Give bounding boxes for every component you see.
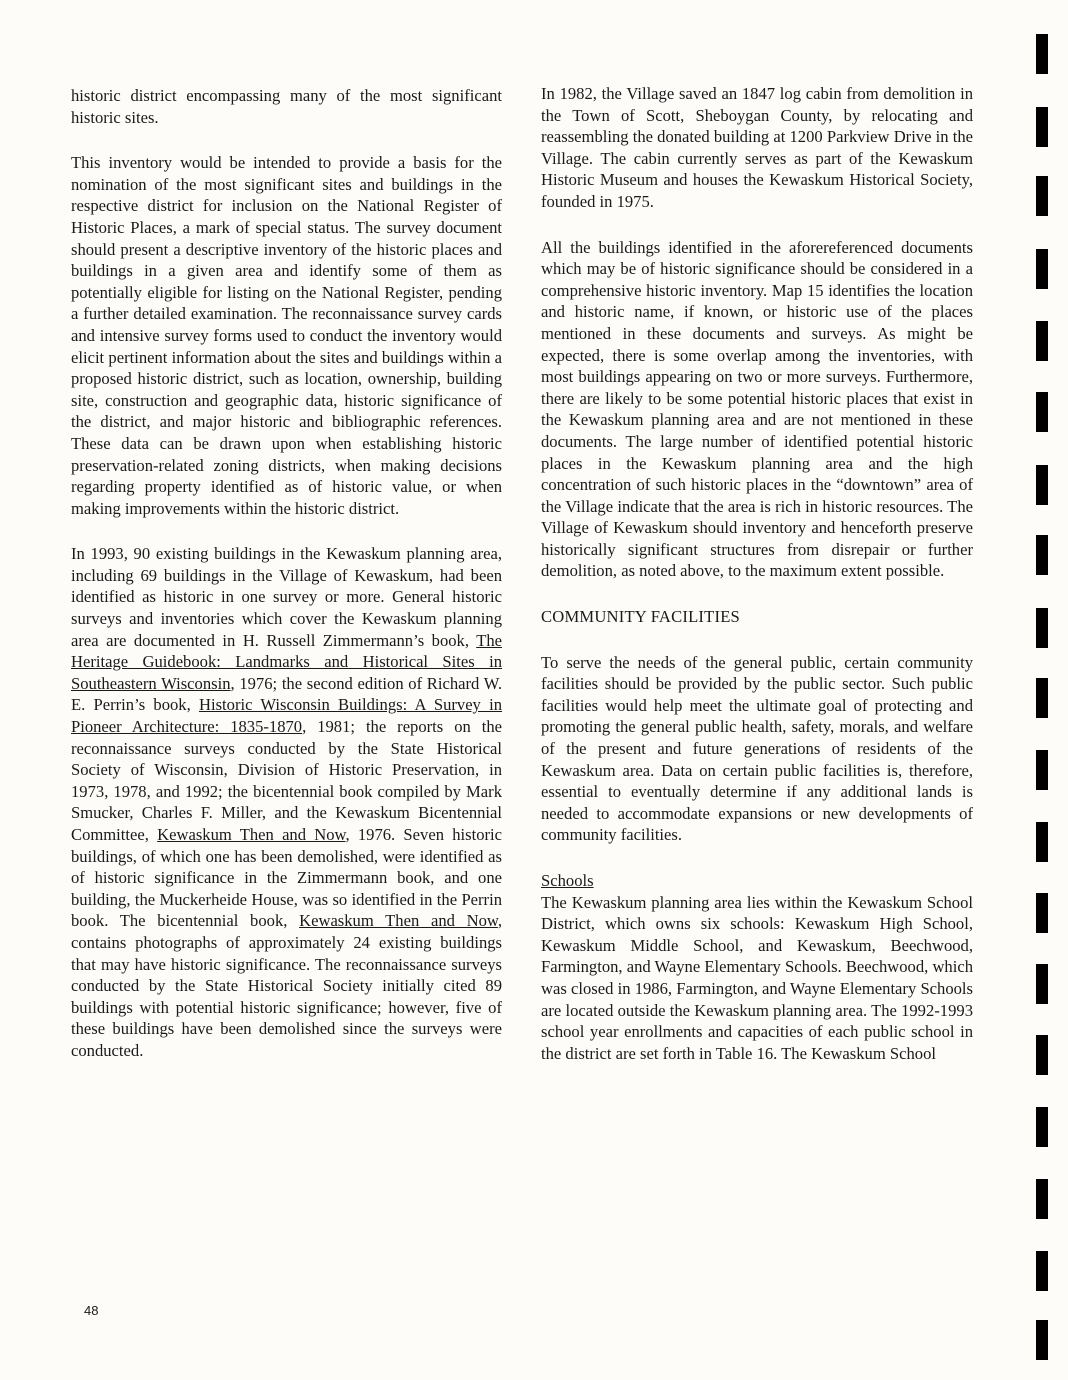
book-title-kewaskum-then-and-now: Kewaskum Then and Now [299, 911, 498, 931]
paragraph-inventory-purpose: This inventory would be intended to provide a basis for the nomination of the most significant sites and buildings in the respective district for inclusion on the National Register of Historic Places, a mark of special status. The survey document should present a descriptive inventory of the historic places and buildings in a given area and identify some of them as potentially eligible for listing on the National Register, pending a further detailed examination. The reconnaissance survey cards and intensive survey forms used to conduct the inventory would elicit pertinent information about the sites and buildings within a proposed historic district, such as location, ownership, building site, construction and geographic data, historic significance of the district, and major historic and bibliographic references. These data can be drawn upon when establishing historic preservation-related zoning districts, when making decisions regarding property identified as of historic value, or when making improvements within the historic district. [71, 153, 502, 518]
binding-mark [1036, 678, 1048, 718]
text-run: , 1981; the reports on the reconnaissance surveys conducted by the State Historical Society of Wisconsin, Division of Historic Preservation, in 1973, 1978, and 1992; the bicentennial book compiled by Mark Smucker, Charles F. Miller, and the Kewaskum Bicentennial Committee, [71, 717, 502, 844]
text-run: , 1976; the second edition of Richard W. E. Perrin’s book, [71, 673, 503, 715]
subheading-schools: Schools [541, 871, 594, 890]
binding-mark [1036, 1107, 1048, 1147]
binding-mark [1036, 249, 1048, 289]
paragraph-community-facilities: To serve the needs of the general public, certain community facilities should be provided by the public sector. Such public facilities would help meet the ultimate goal of protecting and promoting the general public health, safety, morals, and welfare of the present and future generations of residents of the Kewaskum area. Data on certain public facilities is, therefore, essential to eventually determine if any additional lands is needed to accommodate expansions or new developments of community facilities. [541, 652, 973, 845]
binding-mark [1036, 465, 1048, 505]
paragraph-schools: The Kewaskum planning area lies within the Kewaskum School District, which owns six schools: Kewaskum High School, Kewaskum Middle School, and Kewaskum, Beechwood, Farmington, and Wayne Elementary Schools. Beechwood, which was closed in 1986, Farmington, and Wayne Elementary Schools are located outside the Kewaskum planning area. The 1992-1993 school year enrollments and capacities of each public school in the district are set forth in Table 16. The Kewaskum School [541, 892, 974, 1063]
paragraph-district-intro: historic district encompassing many of the most significant historic sites. [71, 86, 502, 127]
binding-mark [1036, 535, 1048, 575]
binding-mark [1036, 893, 1048, 933]
binding-mark [1036, 392, 1048, 432]
binding-mark [1036, 1251, 1048, 1291]
binding-mark [1036, 34, 1048, 74]
paragraph-historic-inventory: All the buildings identified in the aforereferenced documents which may be of historic significance should be considered in a comprehensive historic inventory. Map 15 identifies the location and historic name, if known, or historic use of the places mentioned in these documents and surveys. As might be expected, there is some overlap among the inventories, with most buildings appearing on two or more surveys. Furthermore, there are likely to be some potential historic places that exist in the Kewaskum planning area and are not mentioned in these documents. The large number of identified potential historic places in the Kewaskum planning area and the high concentration of such historic places in the “downtown” area of the Village indicate that the area is rich in historic resources. The Village of Kewaskum should inventory and henceforth preserve historically significant structures from disrepair or further demolition, as noted above, to the maximum extent possible. [541, 237, 973, 581]
schools-section [541, 870, 973, 1064]
book-title-historic-wisconsin-buildings: Historic Wisconsin Buildings: A Survey in Pioneer Architecture: 1835-1870 [71, 695, 503, 737]
book-title-kewaskum-then-and-now: Kewaskum Then and Now [157, 825, 346, 844]
left-column [71, 85, 502, 1086]
text-run: , 1976. Seven historic buildings, of which one has been demolished, were identified as of historic significance in the Zimmermann book, and one building, the Muckerheide House, was so identified in the Perrin book. The bicentennial book, [71, 825, 502, 931]
binding-mark [1036, 750, 1048, 790]
binding-mark [1036, 1320, 1048, 1360]
text-run: , contains photographs of approximately 24 existing buildings that may have historic significance. The reconnaissance surveys conducted by the State Historical Society initially cited 89 buildings with potential historic significance; however, five of these buildings have been demolished since the surveys were conducted. [71, 911, 502, 1060]
book-title-heritage-guidebook: The Heritage Guidebook: Landmarks and Historical Sites in Southeastern Wisconsin [71, 630, 502, 693]
binding-mark [1036, 1035, 1048, 1075]
binding-mark [1036, 822, 1048, 862]
binding-mark [1036, 107, 1048, 147]
binding-mark [1036, 1179, 1048, 1219]
binding-mark [1036, 608, 1048, 648]
paragraph-log-cabin: In 1982, the Village saved an 1847 log cabin from demolition in the Town of Scott, Sheboygan County, by relocating and reassembling the donated building at 1200 Parkview Drive in the Village. The cabin currently serves as part of the Kewaskum Historic Museum and houses the Kewaskum Historical Society, founded in 1975. [541, 84, 973, 211]
binding-mark [1036, 964, 1048, 1004]
right-column [541, 83, 973, 1064]
paragraph-1993-surveys [71, 543, 502, 1061]
section-heading-community-facilities: COMMUNITY FACILITIES [541, 607, 740, 627]
binding-mark [1036, 321, 1048, 361]
text-run: In 1993, 90 existing buildings in the Kewaskum planning area, including 69 buildings in the Village of Kewaskum, had been identified as historic in one survey or more. General historic surveys and inventories which cover the Kewaskum planning area are documented in H. Russell Zimmermann’s book, [71, 544, 502, 650]
binding-mark [1036, 176, 1048, 216]
page-number: 48 [84, 1303, 99, 1318]
